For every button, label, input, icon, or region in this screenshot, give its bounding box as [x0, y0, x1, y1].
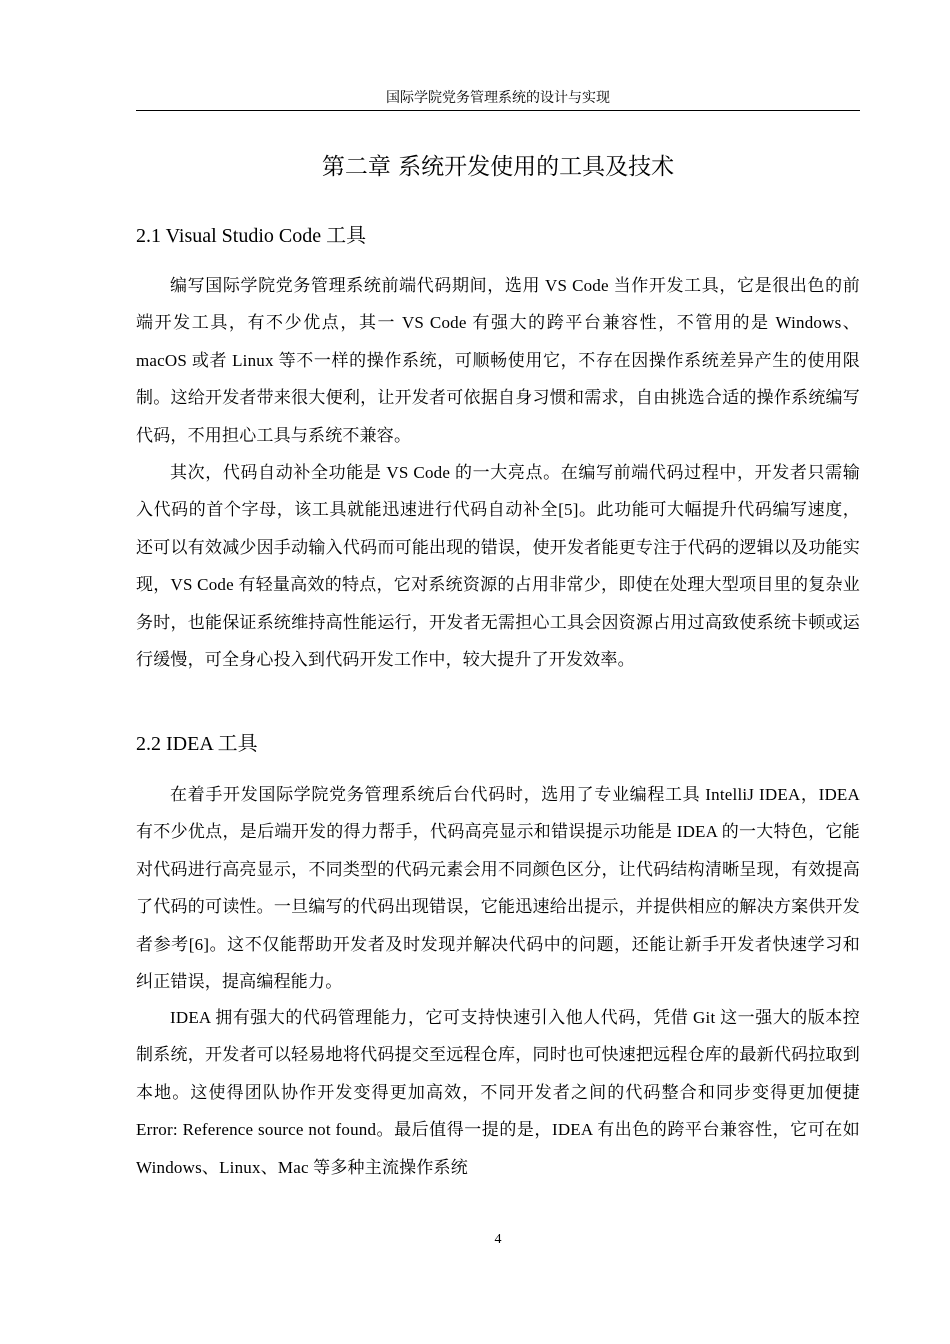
- chapter-title: 第二章 系统开发使用的工具及技术: [321, 154, 675, 180]
- section-heading-2-2: 2.2 IDEA 工具: [136, 733, 258, 755]
- section-heading-2-1: 2.1 Visual Studio Code 工具: [136, 225, 367, 247]
- paragraph-idea-2: IDEA 拥有强大的代码管理能力，它可支持快速引入他人代码，凭借 Git 这一强大的版本控制系统，开发者可以轻易地将代码提交至远程仓库，同时也可快速把远程仓库的最新代码拉取到本地。这使得团队协作开发变得更加高效，不同开发者之间的代码整合和同步变得更加便捷 Error: Reference source not found。最后值得一提的是，IDEA 有出色的跨平台兼容性，它可在如 Windows、Linux、Mac 等多种主流操作系统: [136, 1008, 860, 1177]
- page-number: 4: [494, 1232, 502, 1247]
- header-divider: [136, 110, 860, 111]
- page-header: 国际学院党务管理系统的设计与实现: [386, 90, 610, 106]
- paragraph-idea-1: 在着手开发国际学院党务管理系统后台代码时，选用了专业编程工具 IntelliJ IDEA，IDEA 有不少优点，是后端开发的得力帮手，代码高亮显示和错误提示功能是 IDEA 的一大特色，它能对代码进行高亮显示，不同类型的代码元素会用不同颜色区分，让代码结构清晰呈现，有效提高了代码的可读性。一旦编写的代码出现错误，它能迅速给出提示，并提供相应的解决方案供开发者参考[6]。这不仅能帮助开发者及时发现并解决代码中的问题，还能让新手开发者快速学习和纠正错误，提高编程能力。: [136, 785, 860, 992]
- paragraph-vscode-1: 编写国际学院党务管理系统前端代码期间，选用 VS Code 当作开发工具，它是很出色的前端开发工具，有不少优点，其一 VS Code 有强大的跨平台兼容性，不管用的是 Windows、macOS 或者 Linux 等不一样的操作系统，可顺畅使用它，不存在因操作系统差异产生的使用限制。这给开发者带来很大便利，让开发者可依据自身习惯和需求，自由挑选合适的操作系统编写代码，不用担心工具与系统不兼容。: [136, 276, 860, 445]
- paragraph-vscode-2: 其次，代码自动补全功能是 VS Code 的一大亮点。在编写前端代码过程中，开发者只需输入代码的首个字母，该工具就能迅速进行代码自动补全[5]。此功能可大幅提升代码编写速度，还可以有效减少因手动输入代码而可能出现的错误，使开发者能更专注于代码的逻辑以及功能实现，VS Code 有轻量高效的特点，它对系统资源的占用非常少，即使在处理大型项目里的复杂业务时，也能保证系统维持高性能运行，开发者无需担心工具会因资源占用过高致使系统卡顿或运行缓慢，可全身心投入到代码开发工作中，较大提升了开发效率。: [136, 463, 860, 670]
